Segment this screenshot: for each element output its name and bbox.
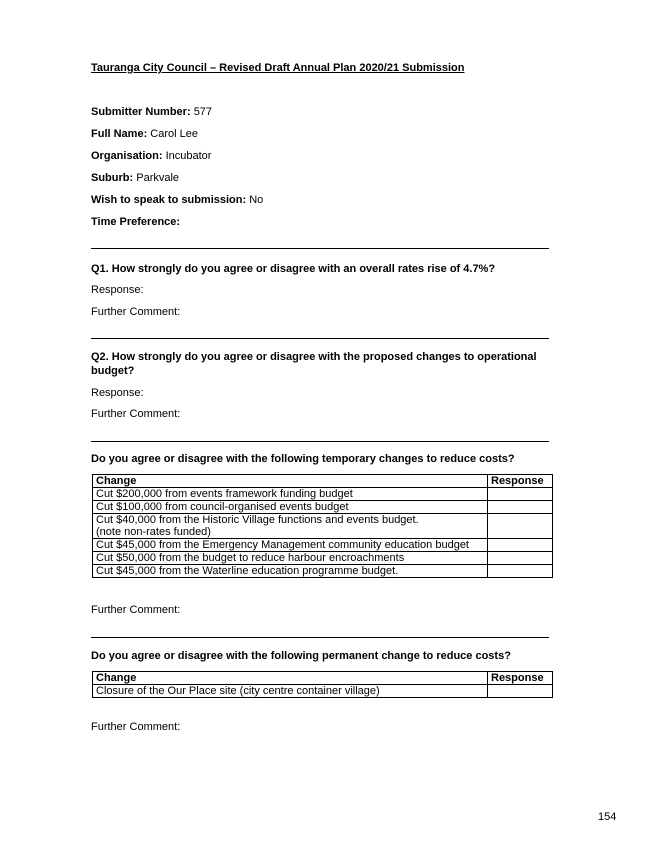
q2-question: Q2. How strongly do you agree or disagree with the proposed changes to operational budget? [91,351,537,377]
change-cell: Cut $100,000 from council-organised events budget [93,501,488,514]
time-preference [91,216,180,228]
organisation [91,150,211,162]
table-row [93,539,553,552]
change-cell [93,514,488,539]
q1-question: Q1. How strongly do you agree or disagree with an overall rates rise of 4.7%? [91,263,496,275]
divider [91,441,549,442]
document-title: Tauranga City Council – Revised Draft Annual Plan 2020/21 Submission [91,62,465,74]
full-name-value: Carol Lee [150,128,198,140]
temp-question: Do you agree or disagree with the following temporary changes to reduce costs? [91,453,515,465]
time-preference-label: Time Preference: [91,216,181,228]
q1-comment-label: Further Comment: [91,306,181,318]
change-cell: Cut $50,000 from the budget to reduce harbour encroachments [93,552,488,565]
change-note: (note non-rates funded) [96,526,211,538]
perm-changes-table [92,671,553,698]
table-row [93,685,553,698]
table-row [93,514,553,539]
submitter-number-label: Submitter Number: [91,106,191,118]
change-cell: Closure of the Our Place site (city centre container village) [93,685,488,698]
table-row [93,501,553,514]
response-cell[interactable] [488,488,553,501]
response-cell[interactable] [488,685,553,698]
suburb-value: Parkvale [136,172,180,184]
table-header-row [93,475,553,488]
wish-to-speak [91,194,263,206]
wish-to-speak-label: Wish to speak to submission: [91,194,247,206]
temp-comment-label: Further Comment: [91,604,181,616]
table-row [93,488,553,501]
table-header-row [93,672,553,685]
suburb [91,172,179,184]
perm-question: Do you agree or disagree with the following permanent change to reduce costs? [91,650,511,662]
change-cell: Cut $45,000 from the Waterline education programme budget. [93,565,488,578]
response-cell[interactable] [488,565,553,578]
change-text: Cut $40,000 from the Historic Village functions and events budget. [96,514,419,526]
submitter-number-value: 577 [193,106,213,118]
col-response-header: Response [488,475,553,488]
table-row [93,552,553,565]
response-cell[interactable] [488,501,553,514]
col-change-header: Change [93,672,488,685]
change-cell: Cut $200,000 from events framework funding budget [93,488,488,501]
divider [91,248,549,249]
submitter-number [91,106,212,118]
full-name [91,128,198,140]
suburb-label: Suburb: [91,172,134,184]
temp-changes-table [92,474,553,578]
full-name-label: Full Name: [91,128,148,140]
response-cell[interactable] [488,539,553,552]
col-change-header: Change [93,475,488,488]
perm-comment-label: Further Comment: [91,721,181,733]
divider [91,637,549,638]
q1-response-label: Response: [91,284,144,296]
response-cell[interactable] [488,552,553,565]
table-row [93,565,553,578]
divider [91,338,549,339]
q2-comment-label: Further Comment: [91,408,181,420]
organisation-value: Incubator [165,150,212,162]
wish-to-speak-value: No [249,194,264,206]
change-cell: Cut $45,000 from the Emergency Management community education budget [93,539,488,552]
col-response-header: Response [488,672,553,685]
page-number: 154 [598,811,617,823]
q2-response-label: Response: [91,387,144,399]
organisation-label: Organisation: [91,150,163,162]
response-cell[interactable] [488,514,553,539]
